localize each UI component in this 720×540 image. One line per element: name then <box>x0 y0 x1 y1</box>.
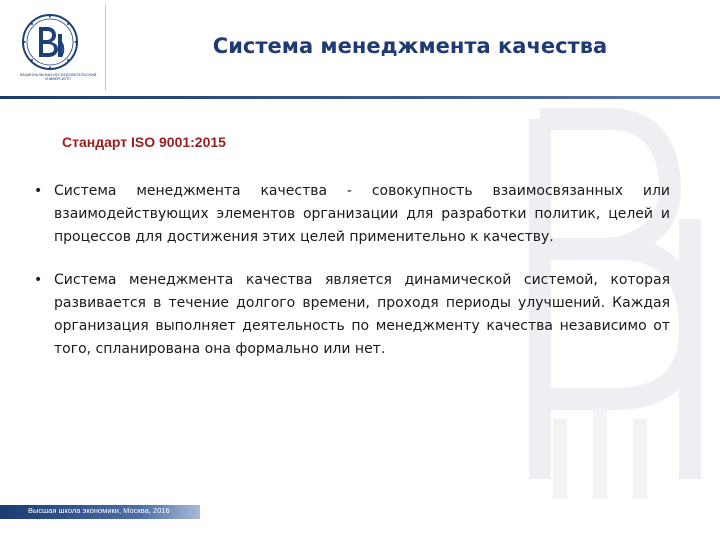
list-item-text: Система менеджмента качества является динамической системой, которая развивается в течение долгого времени, проходя периоды улучшений. Каждая организация выполняет деятельность по менеджменту качества независимо от того, спланирована она формально или нет. <box>54 272 670 357</box>
page-title: Система менеджмента качества <box>212 34 608 58</box>
header-divider <box>105 4 106 90</box>
university-emblem-icon <box>20 12 80 72</box>
footer-bar <box>0 505 200 519</box>
list-item <box>34 180 670 249</box>
header <box>0 0 720 96</box>
list-item-text: Система менеджмента качества - совокупность взаимосвязанных или взаимодействующих элементов организации для разработки политик, целей и процессов для достижения этих целей применительно к качеству. <box>54 183 670 245</box>
logo-block <box>0 0 110 96</box>
bullet-dot-icon: • <box>34 272 43 288</box>
bullet-list <box>34 180 670 381</box>
logo-caption: НАЦИОНАЛЬНЫЙ ИССЛЕДОВАТЕЛЬСКИЙ УНИВЕРСИТЕТ <box>19 73 97 82</box>
subtitle: Стандарт ISO 9001:2015 <box>62 134 226 150</box>
bullet-dot-icon: • <box>34 183 43 199</box>
list-item <box>34 269 670 361</box>
footer-text: Высшая школа экономики, Москва, 2016 <box>28 506 170 515</box>
